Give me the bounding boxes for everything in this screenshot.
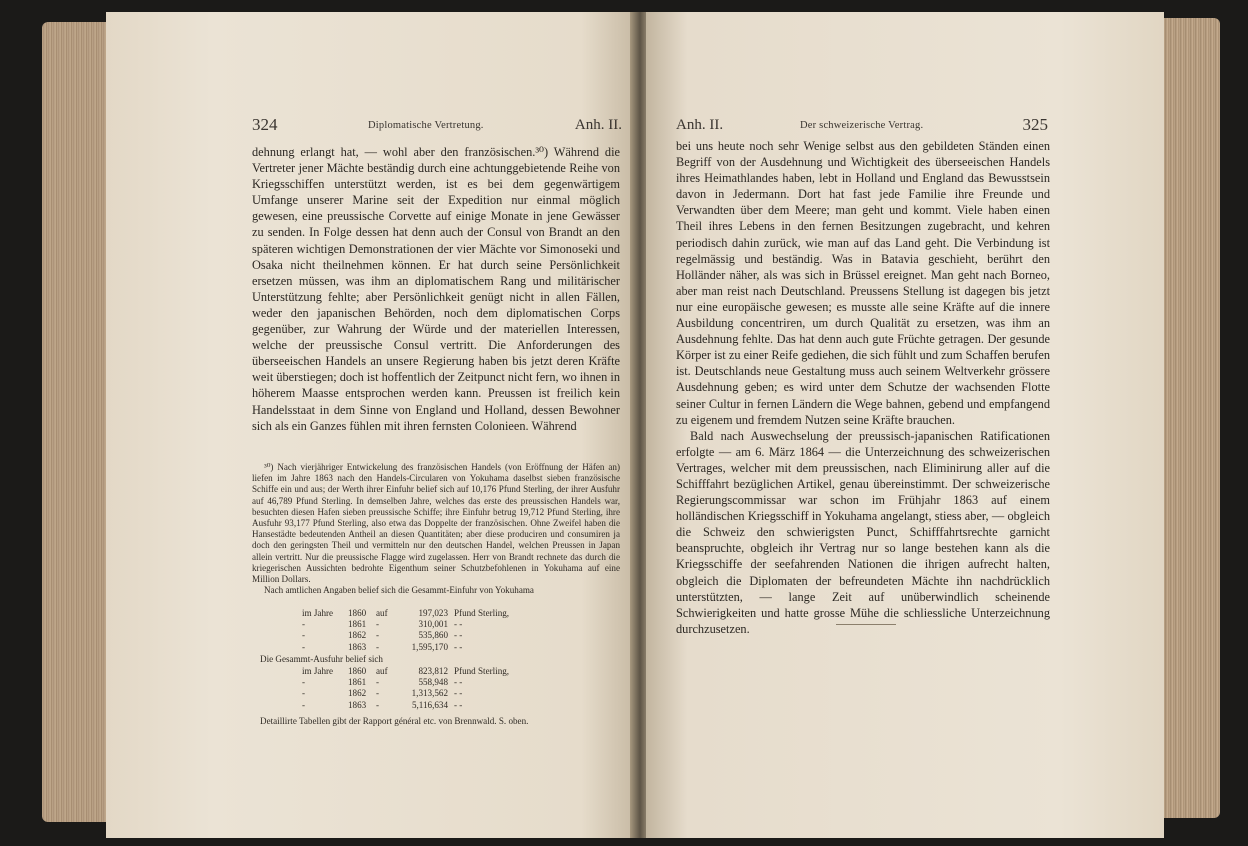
- export-intro: Die Gesammt-Ausfuhr belief sich: [260, 654, 383, 664]
- table-row: - 1863 - 5,116,634 - -: [302, 699, 463, 710]
- paragraph: bei uns heute noch sehr Wenige selbst aus den gebildeten Ständen einen Begriff von der Ausdehnung und Wichtigkeit des überseeischen Handels ihres Heimathlandes haben, lebt in Holland und England das Bewusstsein davon in Jedermann. Dort hat fast jede Familie ihre Freunde und Verwandten über dem Meere; man geht und kommt. Viele haben einen Theil ihres Lebens in den fernen Besitzungen zugebracht, und kehren periodisch dahin zurück, wie man auf das Land geht. Die Verbindung ist regelmässig und beständig. Was in Batavia geschieht, berührt den Holländer näher, als was sich in Brüssel ereignet. Man geht nach Borneo, aber man reist nach Deutschland. Preussens Stellung ist dagegen bis jetzt nur eine europäische gewesen; es musste alle seine Kräfte auf die innere Ausbildung concentriren, um durch Qualität zu ersetzen, was ihm an Ausdehnung fehlte. Das hat denn auch gute Früchte getragen. Der gesunde Körper ist zu einer Reife gediehen, die sich fühlt und zum Schaffen berufen ist. Deutschlands neue Gestaltung muss auch seinem Weltverkehr grössere Ausdehnung geben; es wird unter dem Schutze der wachsenden Flotte seiner Cultur in fernen Ländern die Wege bahnen, gebend und empfangend zu eigenem und fremdem Nutzen seine Kräfte brauchen.: [676, 139, 1050, 427]
- footnote: [252, 462, 620, 596]
- running-title: Diplomatische Vertretung.: [368, 120, 484, 131]
- running-title: Der schweizerische Vertrag.: [800, 120, 924, 131]
- paragraph: dehnung erlangt hat, — wohl aber den französischen.³⁰) Während die Vertreter jener Mächte beständig durch eine achtunggebietende Reihe von Kriegsschiffen unterstützt werden, ist es bei dem gegenwärtigem Umfange unserer Marine seit der Expedition nur einmal möglich gewesen, eine preussische Corvette auf einige Monate in jene Gewässer zu senden. In Folge dessen hat denn auch der Consul von Brandt an den späteren wichtigen Demonstrationen der vier Mächte vor Simonoseki und Osaka nicht theilnehmen können. Er hat durch seine Persönlichkeit ersetzen müssen, was ihm an diplomatischem Rang und militärischer Unterstützung fehlte; aber Persönlichkeit genügt nicht in allen Fällen, weder den japanischen Behörden, noch dem diplomatischen Corps gegenüber, zur Wahrung der Würde und der materiellen Interessen, welche der preussische Consul vertritt. Die Anforderungen des überseeischen Handels an unsere Regierung haben bis jetzt deren Kräfte weit überstiegen; doch ist hoffentlich der Zeitpunct nicht fern, wo ihnen in höherem Maasse entsprochen werden kann. Preussen ist freilich kein Handelsstaat in dem Sinne von England und Holland, dessen Bewohner sich als ein Ganzes fühlen mit ihren fernsten Colonieen. Während: [252, 145, 620, 433]
- section-label: Anh. II.: [574, 117, 622, 133]
- end-rule: [836, 624, 896, 625]
- section-label: Anh. II.: [676, 117, 724, 133]
- page-number: 324: [252, 115, 278, 134]
- footnote-text: ³⁰) Nach vierjähriger Entwickelung des französischen Handels (von Eröffnung der Häfen an) liefen im Jahre 1863 nach den Handels-Circularen von Yokuhama daselbst sieben französische Schiffe ein und aus; der Werth ihrer Einfuhr belief sich auf 10,176 Pfund Sterling, der ihrer Ausfuhr auf 46,789 Pfund Sterling. In demselben Jahre, welches das erste des preussischen Handels war, besuchten diesen Hafen sieben preussische Schiffe; ihre Einfuhr betrug 19,712 Pfund Sterling, ihre Ausfuhr 93,177 Pfund Sterling, also etwa das Doppelte der französischen. Ohne Zweifel haben die Hansestädte bedeutenden Antheil an diesen Quantitäten; aber diese produciren und consumiren ja doch den geringsten Theil und vermitteln nur den deutschen Handel, welchen Preussen in Japan allein vertritt. Nur die preussische Flagge wird zugelassen. Herr von Brandt rechnete das durch die kriegerischen Aussichten bedrohte Eigenthum seiner Schutzbefohlenen in Yokuhama auf eine Million Dollars.: [252, 462, 620, 585]
- footnote-end: Detaillirte Tabellen gibt der Rapport général etc. von Brennwald. S. oben.: [260, 716, 529, 726]
- table-row: - 1861 - 558,948 - -: [302, 677, 463, 688]
- left-header: [252, 117, 622, 139]
- table-row: im Jahre 1860 auf 823,812 Pfund Sterling,: [302, 666, 510, 676]
- page-number: 325: [1022, 115, 1048, 134]
- footnote-intro: Nach amtlichen Angaben belief sich die Gesammt-Einfuhr von Yokuhama: [264, 585, 534, 596]
- table-row: - 1862 - 535,860 - -: [302, 630, 463, 641]
- table-row: im Jahre 1860 auf 197,023 Pfund Sterling,: [302, 608, 510, 618]
- table-row: - 1862 - 1,313,562 - -: [302, 688, 463, 699]
- right-header: [676, 117, 1048, 139]
- main-text: [252, 144, 620, 434]
- main-text: [676, 138, 1050, 637]
- export-table: [302, 666, 509, 711]
- table-row: - 1863 - 1,595,170 - -: [302, 641, 463, 652]
- import-table: [302, 608, 509, 653]
- open-book: [42, 12, 1220, 838]
- paragraph: Bald nach Auswechselung der preussisch-japanischen Ratificationen erfolgte — am 6. März 1864 — die Unterzeichnung des schweizerischen Vertrages, welcher mit dem preussischen, nach Eliminirung aller auf die Schifffahrt bezüglichen Artikel, genau übereinstimmt. Der schweizerische Regierungscommissar war schon im Frühjahr 1863 auf einem holländischen Kriegsschiff in Yokuhama angelangt, stiess aber, — obgleich die Schweiz den schwierigsten Punct, Schifffahrtsrechte garnicht beanspruchte, obgleich ihr Vertrag nur so lange bestehen kann als die Kriegsschiffe der seefahrenden Nationen die ihrigen aufrecht halten, obgleich die Diplomaten der befreundeten Mächte ihn nachdrücklich unterstützten, — lange Zeit auf unüberwindlich scheinende Schwierigkeiten und hatte grosse Mühe die schliessliche Unterzeichnung durchzusetzen.: [676, 428, 1050, 636]
- right-page: [646, 12, 1164, 838]
- left-page: [106, 12, 634, 838]
- table-row: - 1861 - 310,001 - -: [302, 619, 463, 630]
